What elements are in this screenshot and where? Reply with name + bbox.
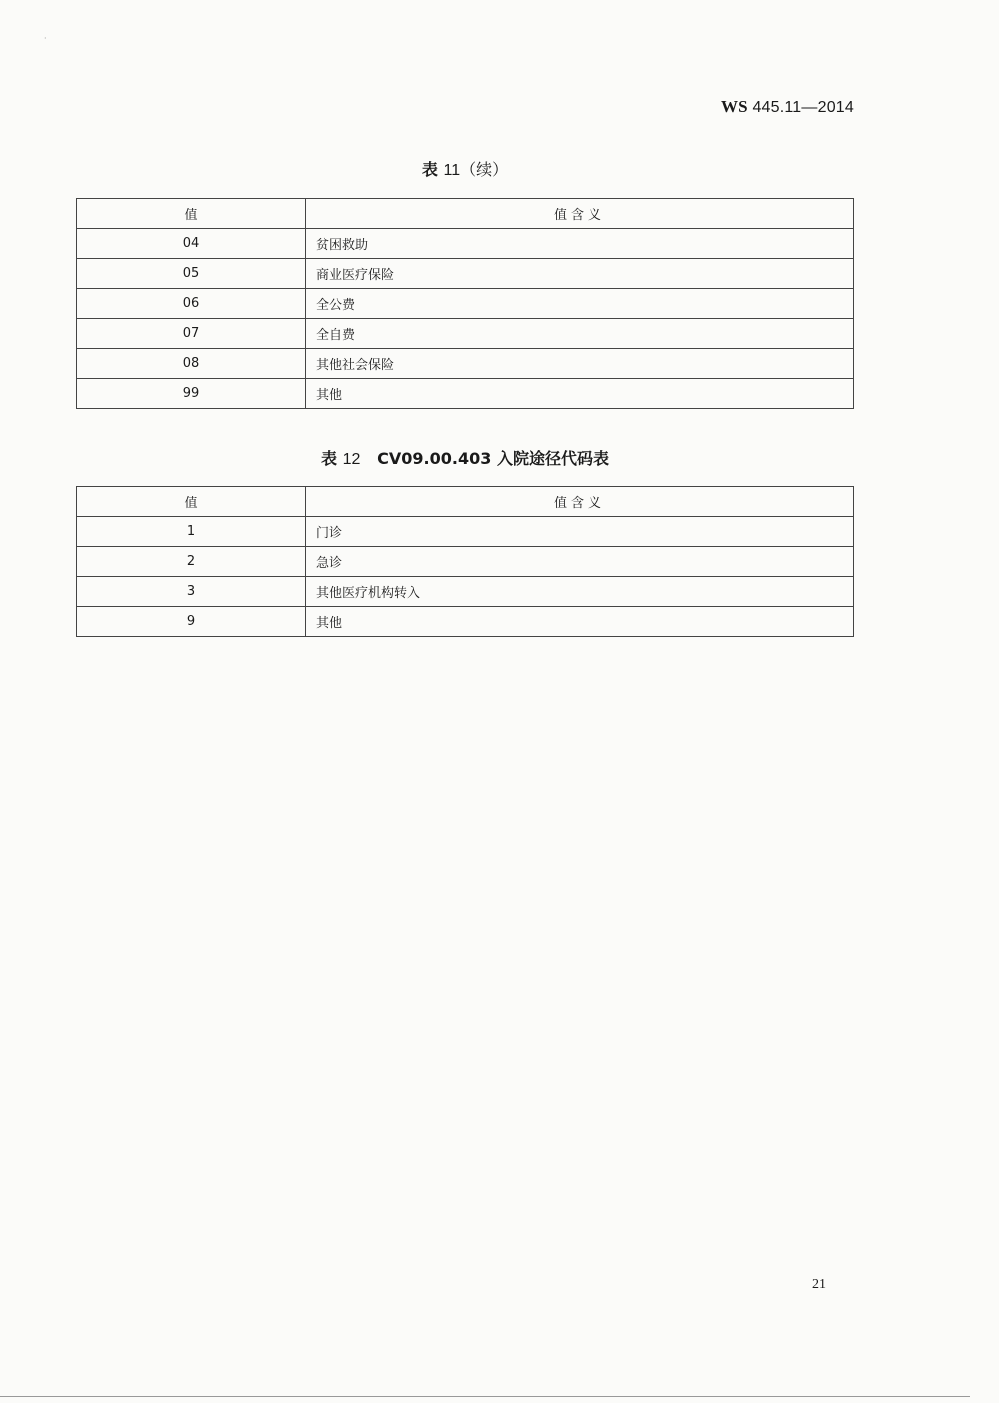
- table-row: [77, 229, 854, 259]
- cell-value: 1: [77, 517, 306, 547]
- table-row: [77, 577, 854, 607]
- cell-meaning: 其他: [306, 607, 854, 637]
- cell-value: 9: [77, 607, 306, 637]
- cell-value: 06: [77, 289, 306, 319]
- table-12-caption-num: 12: [342, 451, 361, 468]
- cell-value: 3: [77, 577, 306, 607]
- table-row: [77, 607, 854, 637]
- header-meaning: 值含义: [306, 199, 854, 229]
- cell-meaning: 贫困救助: [306, 229, 854, 259]
- cell-value: 07: [77, 319, 306, 349]
- page-number: 21: [812, 1277, 826, 1292]
- table-11: [76, 198, 854, 409]
- cell-meaning: 全自费: [306, 319, 854, 349]
- table-row: [77, 319, 854, 349]
- cell-value: 08: [77, 349, 306, 379]
- table-row: [77, 547, 854, 577]
- cell-meaning: 全公费: [306, 289, 854, 319]
- cell-value: 05: [77, 259, 306, 289]
- standard-code: [721, 97, 854, 117]
- table-12-caption-rest: CV09.00.403 入院途径代码表: [377, 449, 609, 468]
- table-row: [77, 259, 854, 289]
- cell-value: 2: [77, 547, 306, 577]
- cell-meaning: 商业医疗保险: [306, 259, 854, 289]
- cell-meaning: 门诊: [306, 517, 854, 547]
- cell-meaning: 其他社会保险: [306, 349, 854, 379]
- header-meaning: 值含义: [306, 487, 854, 517]
- table-row: [77, 517, 854, 547]
- scan-edge-line: [0, 1396, 970, 1397]
- scan-speck: ·: [44, 34, 47, 43]
- cell-value: 99: [77, 379, 306, 409]
- table-11-caption: [76, 157, 854, 180]
- header-value: 值: [77, 487, 306, 517]
- cell-meaning: 急诊: [306, 547, 854, 577]
- cell-meaning: 其他: [306, 379, 854, 409]
- table-header-row: [77, 199, 854, 229]
- header-value: 值: [77, 199, 306, 229]
- table-row: [77, 289, 854, 319]
- standard-code-number: 445.11—2014: [752, 99, 854, 116]
- table-11-caption-label: 表: [421, 160, 438, 179]
- standard-code-prefix: WS: [720, 97, 748, 116]
- table-11-caption-rest: 11（续）: [443, 162, 509, 179]
- table-12-caption: [76, 446, 854, 469]
- table-row: [77, 379, 854, 409]
- table-12-caption-label: 表: [321, 449, 338, 468]
- cell-meaning: 其他医疗机构转入: [306, 577, 854, 607]
- table-12: [76, 486, 854, 637]
- table-row: [77, 349, 854, 379]
- cell-value: 04: [77, 229, 306, 259]
- table-header-row: [77, 487, 854, 517]
